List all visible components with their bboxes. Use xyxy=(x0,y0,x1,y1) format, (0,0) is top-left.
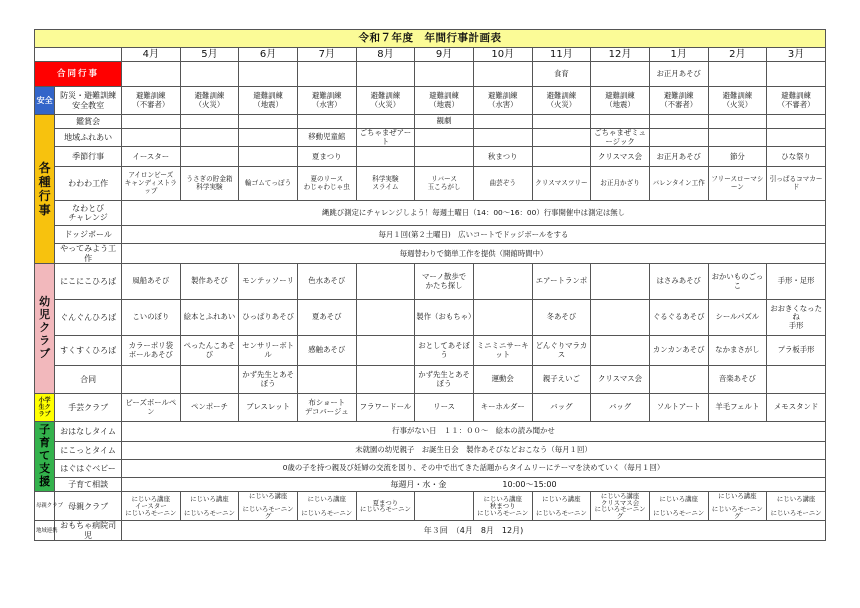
plan-cell: かず先生とあそぼう xyxy=(239,366,298,394)
category-youji: 幼児クラブ xyxy=(35,264,55,394)
corner-cell xyxy=(35,48,122,62)
plan-cell xyxy=(708,129,767,147)
plan-cell xyxy=(649,129,708,147)
plan-cell: 製作（おもちゃ） xyxy=(415,300,474,336)
plan-cell: イースター xyxy=(121,147,180,167)
month-header: 8月 xyxy=(356,48,415,62)
plan-cell xyxy=(121,62,180,87)
plan-cell: 避難訓練 （不審者） xyxy=(767,87,826,115)
plan-cell: お正月かざり xyxy=(591,167,650,201)
plan-cell xyxy=(356,366,415,394)
month-header: 12月 xyxy=(591,48,650,62)
plan-cell xyxy=(239,129,298,147)
plan-note: 未就園の幼児親子 お誕生日会 製作あそびなどおこなう（毎月１回） xyxy=(121,442,825,460)
plan-cell xyxy=(532,129,591,147)
plan-cell: にじいろ講座 にじいろモーニング xyxy=(239,492,298,521)
plan-cell xyxy=(356,147,415,167)
plan-cell: かず先生とあそぼう xyxy=(415,366,474,394)
plan-cell: 避難訓練 （火災） xyxy=(356,87,415,115)
plan-cell: 夏あそび xyxy=(297,300,356,336)
plan-cell: マーノ散歩で かたち探し xyxy=(415,264,474,300)
row-label-anzen: 防災・避難訓練 安全教室 xyxy=(55,87,122,115)
row-label-dodgeball: ドッジボール xyxy=(55,226,122,244)
plan-cell: 絵本とふれあい xyxy=(180,300,239,336)
plan-cell xyxy=(473,300,532,336)
plan-cell: にじいろ講座 にじいろモーニング xyxy=(708,492,767,521)
plan-cell: にじいろ講座 にじいろモーニン xyxy=(297,492,356,521)
plan-note: 0歳の子を持つ親及び妊婦の交流を図り、その中で出てきた話題からタイムリーにテーマを決めていく（毎月１回） xyxy=(121,460,825,478)
row-label-goudou2: 合同 xyxy=(55,366,122,394)
plan-note: 毎週月・水・金 10:00〜15:00 xyxy=(121,478,825,492)
plan-cell: クリスマス会 xyxy=(591,147,650,167)
plan-cell: 夏まつり xyxy=(297,147,356,167)
plan-cell: ごちゃまぜアート xyxy=(356,129,415,147)
plan-cell: にじいろ講座 秋まつり にじいろモーニン xyxy=(473,492,532,521)
plan-cell: 布ショート デコバージュ xyxy=(297,394,356,422)
plan-cell: カラーポリ袋 ボールあそび xyxy=(121,336,180,366)
plan-cell xyxy=(180,62,239,87)
plan-cell xyxy=(591,264,650,300)
category-chiiki: 地域連携 xyxy=(35,521,55,541)
plan-cell: 避難訓練 （火災） xyxy=(180,87,239,115)
plan-cell: 風船あそび xyxy=(121,264,180,300)
row-label-gunguns: ぐんぐんひろば xyxy=(55,300,122,336)
plan-cell xyxy=(767,129,826,147)
plan-cell xyxy=(121,129,180,147)
plan-cell: ひっぱりあそび xyxy=(239,300,298,336)
row-label-ohanashi: おはなしタイム xyxy=(55,422,122,442)
month-header: 11月 xyxy=(532,48,591,62)
plan-note: 行事がない日 １１：００〜 絵本の読み聞かせ xyxy=(121,422,825,442)
plan-cell: 引っぱるコマカード xyxy=(767,167,826,201)
plan-cell: 食育 xyxy=(532,62,591,87)
category-shogaku: 小学生クラブ xyxy=(35,394,55,422)
plan-cell: 製作あそび xyxy=(180,264,239,300)
plan-cell xyxy=(297,115,356,129)
plan-cell xyxy=(532,147,591,167)
plan-cell xyxy=(473,264,532,300)
row-label-nikoniko: にこにこひろば xyxy=(55,264,122,300)
plan-cell: うさぎの貯金箱 科学実験 xyxy=(180,167,239,201)
plan-cell: にじいろ講座 にじいろモーニン xyxy=(767,492,826,521)
month-header: 9月 xyxy=(415,48,474,62)
plan-cell: 避難訓練 （水害） xyxy=(297,87,356,115)
plan-cell: 観劇 xyxy=(415,115,474,129)
plan-cell: 羊毛フェルト xyxy=(708,394,767,422)
plan-cell xyxy=(415,62,474,87)
plan-cell xyxy=(180,147,239,167)
plan-cell: エアートランポ xyxy=(532,264,591,300)
plan-cell: フリースローマシーン xyxy=(708,167,767,201)
row-label-kosodate_soudan: 子育て相談 xyxy=(55,478,122,492)
plan-cell: 避難訓練 （地震） xyxy=(415,87,474,115)
category-kakushu: 各種行事 xyxy=(35,115,55,264)
plan-cell: リース xyxy=(415,394,474,422)
plan-cell: 夏のリース わじゃわじゃ虫 xyxy=(297,167,356,201)
plan-cell: 避難訓練 （地震） xyxy=(239,87,298,115)
plan-cell xyxy=(356,115,415,129)
plan-cell: 避難訓練 （不審者） xyxy=(649,87,708,115)
plan-cell xyxy=(532,115,591,129)
month-header: 1月 xyxy=(649,48,708,62)
plan-cell: クリスマスツリー xyxy=(532,167,591,201)
row-label-chiiki_fureai: 地域ふれあい xyxy=(55,129,122,147)
plan-cell xyxy=(708,115,767,129)
plan-cell: どんぐりマラカス xyxy=(532,336,591,366)
plan-cell xyxy=(121,115,180,129)
plan-cell: メモスタンド xyxy=(767,394,826,422)
plan-cell: おおきくなったね 手形 xyxy=(767,300,826,336)
plan-cell xyxy=(356,264,415,300)
plan-cell: お正月あそび xyxy=(649,62,708,87)
plan-cell xyxy=(473,115,532,129)
row-label-kanshoukai: 鑑賞会 xyxy=(55,115,122,129)
plan-cell: にじいろ講座 クリスマス会 にじいろモーニング xyxy=(591,492,650,521)
plan-cell: リバース 玉ころがし xyxy=(415,167,474,201)
plan-cell: 避難訓練 （水害） xyxy=(473,87,532,115)
plan-cell: 感触あそび xyxy=(297,336,356,366)
plan-cell: ぺったんこあそび xyxy=(180,336,239,366)
plan-cell: バッグ xyxy=(532,394,591,422)
plan-cell: 避難訓練 （地震） xyxy=(591,87,650,115)
plan-cell xyxy=(767,366,826,394)
plan-cell xyxy=(415,492,474,521)
row-label-nawatobi: なわとび チャレンジ xyxy=(55,201,122,226)
plan-cell: カンカンあそび xyxy=(649,336,708,366)
category-anzen: 安全 xyxy=(35,87,55,115)
plan-cell: 秋まつり xyxy=(473,147,532,167)
plan-cell xyxy=(649,115,708,129)
row-label-haguhagu: はぐはぐベビー xyxy=(55,460,122,478)
plan-cell: 避難訓練 （不審者） xyxy=(121,87,180,115)
plan-cell: アイロンビーズ キャンディストラップ xyxy=(121,167,180,201)
plan-cell xyxy=(415,147,474,167)
plan-cell: プラ板手形 xyxy=(767,336,826,366)
plan-cell xyxy=(591,62,650,87)
plan-cell: にじいろ講座 にじいろモーニン xyxy=(649,492,708,521)
plan-cell: キーホルダー xyxy=(473,394,532,422)
row-label-boshi: 母親クラブ xyxy=(55,492,122,521)
plan-cell: なかまさがし xyxy=(708,336,767,366)
plan-cell xyxy=(297,366,356,394)
plan-cell: 冬あそび xyxy=(532,300,591,336)
plan-cell: 移動児童館 xyxy=(297,129,356,147)
plan-cell xyxy=(180,115,239,129)
row-label-nikonikotime: にこっとタイム xyxy=(55,442,122,460)
plan-note: 縄跳び測定にチャレンジしよう！毎週土曜日（14：00〜16：00）行事開催中は測定は無し xyxy=(121,201,825,226)
plan-cell xyxy=(121,366,180,394)
month-header: 3月 xyxy=(767,48,826,62)
plan-cell xyxy=(591,336,650,366)
plan-cell: 運動会 xyxy=(473,366,532,394)
plan-cell xyxy=(356,336,415,366)
plan-cell: ペンポーチ xyxy=(180,394,239,422)
plan-cell xyxy=(180,366,239,394)
plan-note: 毎月１回(第２土曜日) 広いコートでドッジボールをする xyxy=(121,226,825,244)
plan-cell: バッグ xyxy=(591,394,650,422)
plan-cell xyxy=(297,62,356,87)
month-header: 10月 xyxy=(473,48,532,62)
plan-cell xyxy=(180,129,239,147)
annual-plan-sheet xyxy=(34,29,826,541)
plan-cell xyxy=(649,366,708,394)
plan-cell: ごちゃまぜミュージック xyxy=(591,129,650,147)
plan-cell: センサリーボトル xyxy=(239,336,298,366)
plan-cell: こいのぼり xyxy=(121,300,180,336)
plan-cell xyxy=(591,115,650,129)
plan-cell: シールパズル xyxy=(708,300,767,336)
plan-cell xyxy=(708,62,767,87)
plan-cell: ビーズボールペン xyxy=(121,394,180,422)
plan-cell xyxy=(239,62,298,87)
plan-cell: 輪ゴムてっぽう xyxy=(239,167,298,201)
category-boshi: 母親クラブ xyxy=(35,492,55,521)
plan-cell: おとしてあそぼう xyxy=(415,336,474,366)
plan-cell: 夏まつり にじいろモーニン xyxy=(356,492,415,521)
plan-cell xyxy=(415,129,474,147)
plan-cell xyxy=(767,115,826,129)
plan-title: 令和７年度 年間行事計画表 xyxy=(35,30,826,48)
row-label-wawawa: わわわ工作 xyxy=(55,167,122,201)
category-kosodate: 子育て支援 xyxy=(35,422,55,492)
plan-cell xyxy=(591,300,650,336)
plan-cell: 音楽あそび xyxy=(708,366,767,394)
plan-cell: 親子えいご xyxy=(532,366,591,394)
month-header: 5月 xyxy=(180,48,239,62)
plan-cell: にじいろ講座 イースター にじいろモーニン xyxy=(121,492,180,521)
month-header: 2月 xyxy=(708,48,767,62)
plan-cell: ひな祭り xyxy=(767,147,826,167)
row-label-kisetsu: 季節行事 xyxy=(55,147,122,167)
month-header: 7月 xyxy=(297,48,356,62)
row-label-omocha: おもちゃ病院司児 xyxy=(55,521,122,541)
plan-cell: 色水あそび xyxy=(297,264,356,300)
row-label-yattemiyou: やってみよう工作 xyxy=(55,244,122,264)
plan-cell: お正月あそび xyxy=(649,147,708,167)
plan-cell: フラワードール xyxy=(356,394,415,422)
month-header: 4月 xyxy=(121,48,180,62)
plan-cell: はさみあそび xyxy=(649,264,708,300)
plan-cell: ミニミニサーキット xyxy=(473,336,532,366)
plan-cell xyxy=(356,300,415,336)
plan-cell: 節分 xyxy=(708,147,767,167)
plan-cell: ソルトアート xyxy=(649,394,708,422)
row-label-shugei: 手芸クラブ xyxy=(55,394,122,422)
plan-cell: 手形・足形 xyxy=(767,264,826,300)
plan-cell: にじいろ講座 にじいろモーニン xyxy=(532,492,591,521)
plan-note: 毎週替わりで簡単工作を提供（開館時間中） xyxy=(121,244,825,264)
plan-cell xyxy=(473,62,532,87)
annual-plan-table xyxy=(34,29,826,541)
plan-cell: クリスマス会 xyxy=(591,366,650,394)
plan-cell xyxy=(356,62,415,87)
plan-cell: モンテッソーリ xyxy=(239,264,298,300)
plan-cell xyxy=(239,147,298,167)
plan-cell: ぐるぐるあそび xyxy=(649,300,708,336)
plan-cell: 避難訓練 （火災） xyxy=(708,87,767,115)
month-header: 6月 xyxy=(239,48,298,62)
plan-cell xyxy=(473,129,532,147)
category-goudou: 合同行事 xyxy=(35,62,122,87)
plan-cell: おかいものごっこ xyxy=(708,264,767,300)
plan-cell: バレンタイン工作 xyxy=(649,167,708,201)
plan-cell xyxy=(767,62,826,87)
row-label-sukusuku: すくすくひろば xyxy=(55,336,122,366)
plan-cell: 避難訓練 （火災） xyxy=(532,87,591,115)
plan-cell: にじいろ講座 にじいろモーニン xyxy=(180,492,239,521)
plan-cell xyxy=(239,115,298,129)
plan-note: 年３回 （4月 8月 12月) xyxy=(121,521,825,541)
plan-cell: ブレスレット xyxy=(239,394,298,422)
plan-cell: 科学実験 スライム xyxy=(356,167,415,201)
plan-cell: 曲芸ぞう xyxy=(473,167,532,201)
